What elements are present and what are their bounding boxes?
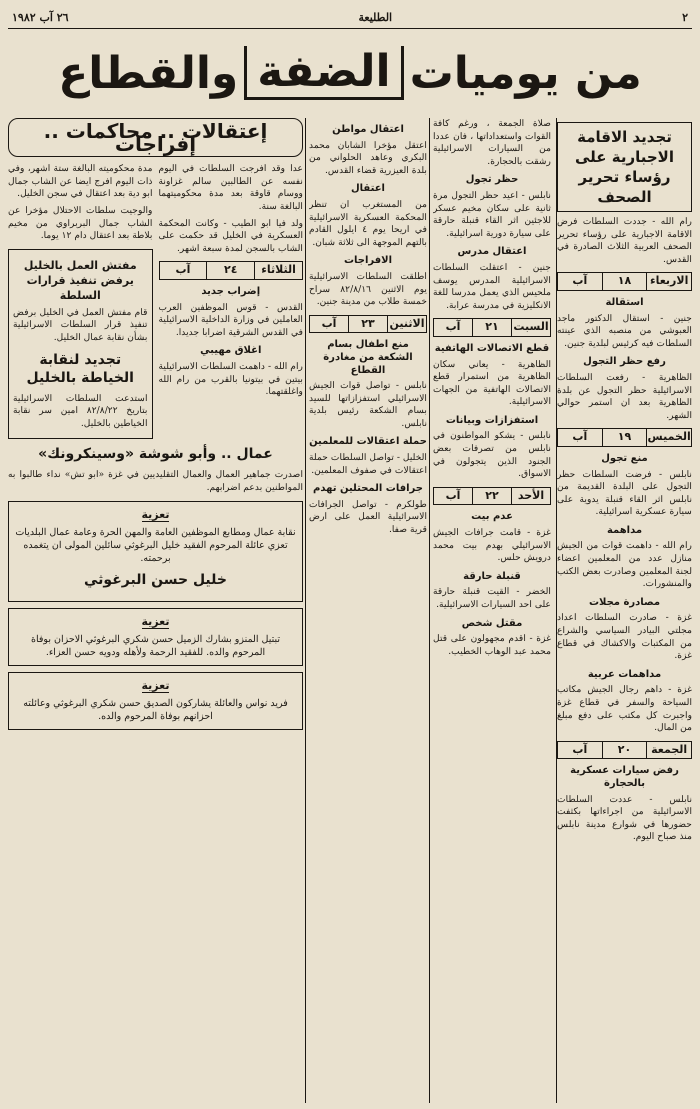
col3-sub: اعتقال مواطن [332, 124, 404, 135]
col2-text: الخضر - القيت قنبلة حارقة على احد السيارات الاسرائيلية. [433, 586, 551, 610]
col1-sub: استقالة [605, 296, 644, 308]
column-4 [8, 118, 303, 1103]
col3-sub: اعتقال [351, 183, 385, 195]
col3-sub: حملة اعتقالات للمعلمين [309, 436, 427, 448]
col2-text: نابلس - يشكو المواطنون في نابلس من تصرفات بعض الجنود الذين يتجولون في الاسواق. [433, 430, 551, 480]
col2-text: غزة - قامت جرافات الجيش الاسرائيلي بهدم بيت محمد درويش حلس. [433, 527, 551, 564]
workers-text: اصدرت جماهير العمال والعمال التقليديين في غزة «ابو تش» نداء طالبوا به المواطنين بدعم اضرابهم. [8, 469, 303, 493]
date-day: الأحد [511, 488, 550, 505]
date-num: ١٩ [602, 429, 647, 446]
date-month: آب [445, 320, 461, 334]
date-day: الاربعاء [646, 273, 691, 290]
column-2 [433, 118, 551, 1103]
col4-box-subtitle: تجديد لنقابة الخياطة بالخليل [26, 351, 134, 386]
col4-sub: إضراب جديد [201, 285, 261, 297]
col1-text: رام الله - داهمت قوات من الجيش منازل عدد من المعلمين اعضاء لجنة المعلمين وصادرت بعض الكتب والمنشورات. [557, 540, 692, 590]
notice-title: تعزية [141, 678, 170, 692]
column-divider [429, 118, 430, 1103]
col4-box-title: مفتش العمل بالخليل يرفض تنفيذ قرارات السلطة [23, 258, 137, 302]
date-day: الاثنين [387, 316, 426, 333]
col1-body: رام الله - جددت السلطات فرض الاقامة الاجبارية على رؤساء تحرير الصحف العربية الثلاث الصادرة في القدس. [557, 216, 692, 265]
date-day: الجمعة [646, 742, 691, 759]
date-num: ٢٢ [472, 488, 511, 505]
col1-sub: مصادرة مجلات [588, 596, 661, 608]
col1-sub: مداهمات عربية [587, 668, 662, 680]
col4-text: عدا وقد افرجت السلطات في اليوم نفسه عن الطالبين سالم غزاونة ووسام قاوقة بعد مدة محكوميتهما البالغة سنة. [158, 163, 303, 212]
notice [8, 608, 303, 666]
col4-text: مدة محكوميته البالغة ستة اشهر، وفي ذات اليوم افرج ايضا عن الشاب جمال ابو دية بعد اعتقال في سجن الخليل. [8, 163, 153, 200]
col2-text: جنين - اعتقلت السلطات الاسرائيلية المدرس يوسف ملحيس الذي يعمل مدرسا للغة الانكليزية في مدرسة عرابة. [433, 261, 551, 311]
date-bar [557, 741, 692, 760]
date-month: آب [572, 430, 588, 444]
date-bar [433, 487, 551, 506]
date-bar [433, 318, 551, 337]
col4-subcolumns [8, 163, 303, 439]
notice [8, 672, 303, 730]
notice-text: نقابة عمال ومطابع الموظفين العامة والمهن الحرة وعامة عمال البلديات تعزي عائلة المرحوم الفقيد خليل البرغوثي سائلين المولى ان يتغمده برحمته. [15, 526, 296, 564]
date-month: آب [572, 742, 588, 756]
col1-text: غزة - صادرت السلطات اعداد مجلتي البيادر السياسي والشراع من المكتبات والاكشاك في قطاع غزة. [557, 612, 692, 662]
col2-sub: حظر تجول [465, 174, 519, 186]
col4-sub-left [8, 163, 153, 439]
col3-sub: منع اطفال بسام الشكعة من مغادرة القطاع [323, 339, 413, 376]
date-month: آب [572, 274, 588, 288]
col1-sub: رفض سيارات عسكرية بالحجارة [570, 765, 679, 789]
date-bar [309, 315, 427, 334]
date-day: الخميس [646, 429, 691, 446]
notice-title: تعزية [141, 614, 170, 628]
col1-text: نابلس - عددت السلطات الاسرائيلية من اجراءاتها بكثفت حضورها في شوارع مدينة نابلس منذ صباح اليوم. [557, 793, 692, 843]
date-month: آب [175, 263, 191, 277]
date-num: ١٨ [602, 273, 647, 290]
workers-title: عمال .. وأبو شوشة «وسينكرونك» [38, 446, 273, 463]
col4-box [8, 249, 153, 440]
banner-middle: الضفة [244, 46, 403, 100]
col4-sub: اغلاق مهيبي [200, 345, 262, 357]
col1-text: جنين - استقال الدكتور ماجد العبوشي من منصبه الذي عينته السلطات فيه كرئيس لبلدية جنين. [557, 312, 692, 349]
col2-intro: صلاة الجمعة ، ورغم كافة القوات واستعداداتها ، فان عددا من السيارات الاسرائيلية رشقت بالحجارة. [433, 118, 551, 167]
banner-title [10, 34, 690, 112]
col1-title: تجديد الاقامة الاجبارية على رؤساء تحرير الصحف [557, 122, 692, 212]
date-month: آب [321, 316, 337, 330]
column-3 [309, 118, 427, 1103]
col1-sub: مداهمة [606, 524, 643, 536]
col4-text: والوجيت سلطات الاحتلال مؤخرا عن الشاب جمال البربراوي من مخيم بلاطة بعد اعتقال دام ١٢ يوما. [8, 204, 153, 242]
top-bar [8, 6, 692, 29]
col2-text: غزة - اقدم مجهولون على قتل محمد عبد الوهاب الخطيب. [433, 633, 551, 657]
banner-right: والقطاع [58, 47, 239, 99]
col2-sub: قطع الاتصالات الهاتفية [434, 342, 550, 354]
col1-text: الظاهرية - رفعت السلطات الاسرائيلية حظر التجول عن بلدة الظاهرية بعد ان استمر حوالي الشهر. [557, 371, 692, 421]
col2-sub: مقتل شخص [461, 617, 523, 629]
col4-text: ولد فيا ابو الطيب - وكانت المحكمة العسكرية في الخليل قد حكمت على الشاب بالسجن لمدة سبعة اشهر. [158, 217, 303, 254]
date-bar [159, 261, 304, 280]
col3-text: اعتقل مؤخرا الشابان محمد البكري وعاهد الحلواني من بلدة العيزرية قضاء القدس. [309, 139, 427, 176]
col3-sub: جرافات المحتلين تهدم [313, 483, 423, 495]
col2-text: نابلس - اعيد حظر التجول مرة ثانية على سكان مخيم عسكر للاجئين اثر القاء قنبلة حارقة على سيارة دورية اسرائيلية. [433, 189, 551, 239]
col1-text: نابلس - فرضت السلطات حظر التجول على البلدة القديمة من نابلس اثر القاء قنبلة يدوية على سيارة عسكرية اسرائيلية. [557, 468, 692, 518]
page-number: ٢ [682, 10, 688, 24]
col4-text: قام مفتش العمل في الخليل برفض تنفيذ قرار السلطات الاسرائيلية بشأن نقابة عمال الخليل. [13, 306, 148, 343]
notice-signature: خليل حسن البرغوثي [84, 571, 227, 588]
col2-sub: عدم بيت [471, 511, 513, 523]
col3-text: طولكرم - تواصل الجرافات الاسرائيلية العمل على ارض قرية صفا. [309, 498, 427, 536]
col3-text: من المستغرب ان تنظر المحكمة العسكرية الاسرائيلية في اريحا يوم ٤ ايلول القادم بالتهم الموجهة الى ثلاثة شبان. [309, 198, 427, 248]
date-num: ٢١ [472, 319, 511, 336]
col2-sub: اعتقال مدرس [457, 246, 527, 258]
date-num: ٢٤ [206, 262, 254, 279]
col1-sub: رفع حظر التجول [583, 356, 666, 368]
col4-text: استدعت السلطات الاسرائيلية بتاريخ ٨٢/٨/٢٢ امين سر نقابة الخياطين بالخليل. [13, 392, 148, 429]
issue-date: ٢٦ آب ١٩٨٢ [12, 10, 69, 24]
date-bar [557, 272, 692, 291]
date-day: السبت [511, 319, 550, 336]
date-num: ٢٠ [602, 742, 647, 759]
paper-name: الطليعة [358, 10, 393, 24]
col3-text: الخليل - تواصل السلطات حملة اعتقالات في صفوف المعلمين. [309, 452, 427, 476]
notice [8, 501, 303, 602]
column-divider [305, 118, 306, 1103]
col1-sub: منع تجول [601, 452, 648, 464]
notice-title: تعزية [141, 507, 170, 521]
col2-text: الظاهرية - يعاني سكان الظاهرية من استمرار قطع الاتصالات الهاتفية من الجهات الاسرائيلية. [433, 358, 551, 408]
date-bar [557, 428, 692, 447]
col4-sub-right [159, 163, 304, 439]
notice-text: فريد نواس والعائلة يشاركون الصديق حسن شكري البرغوثي وعائلته احزانهم بوفاة المرحوم والده. [23, 697, 288, 722]
col3-sub: الافراجات [343, 255, 393, 267]
col4-title: إعتقالات .. محاكمات .. إفراجات [8, 118, 303, 157]
col3-text: اطلقت السلطات الاسرائيلية يوم الاثنين ٨٢/٨/١٦ سراح خمسة طلاب من مدينة جنين. [309, 270, 427, 308]
date-num: ٢٣ [348, 316, 387, 333]
col3-text: نابلس - تواصل قوات الجيش الاسرائيلي استفزازاتها للسيد بسام الشكعة رئيس بلدية نابلس. [309, 380, 427, 429]
date-month: آب [445, 488, 461, 502]
date-day: الثلاثاء [254, 262, 302, 279]
col4-text: رام الله - داهمت السلطات الاسرائيلية بيتين في بيتونيا بالقرب من رام الله واغلقتهما. [158, 360, 303, 398]
column-1 [557, 118, 692, 1103]
col1-text: غزة - داهم رجال الجيش مكاتب السياحة والسفر في قطاع غزة واجبرت كل مكتب على دفع مبلغ من المال. [557, 684, 692, 734]
col4-text: القدس - قوس الموظفين العرب العاملين في وزارة الداخلية الاسرائيلية في القدس الشرقية اضرابا جديدا. [158, 301, 303, 338]
notice-text: تبتيل المنزو بشارك الزميل حسن شكري البرغوثي الاحزان بوفاة المرحوم والده. للفقيد الرحمة ولأهله ودويه حسن العزاء. [31, 633, 280, 658]
col2-sub: قنبلة حارقة [463, 570, 521, 582]
col2-sub: استفزازات وبيانات [445, 414, 539, 426]
banner-left: من يوميات [409, 47, 642, 99]
